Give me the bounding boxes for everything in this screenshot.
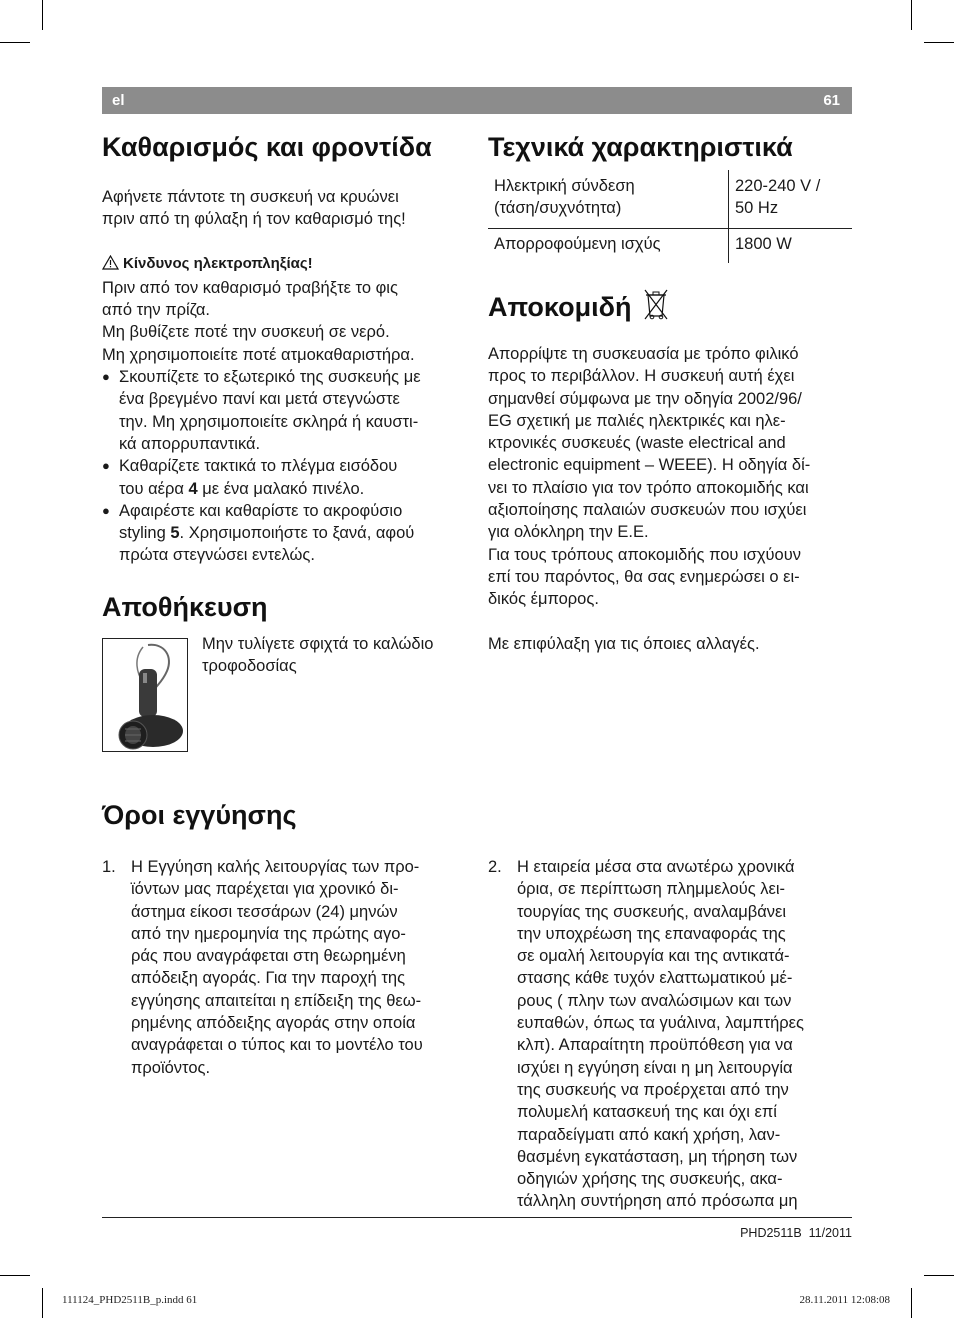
warning-line: Μη βυθίζετε ποτέ την συσκευή σε νερό. [102,323,390,342]
disposal-line: νει το πλαίσιο για τον τρόπο αποκομιδής και [488,478,809,497]
crop-mark [911,1288,912,1318]
disposal-line: Για τους τρόπους αποκομιδής που ισχύουν [488,545,802,564]
warning-triangle-icon [102,255,119,277]
warranty-line: την υποχρέωση της επαναφοράς της [517,924,786,943]
crop-mark [924,42,954,43]
warranty-line: ισχύει η εγγύηση είναι η μη λειτουργία [517,1058,793,1077]
specs-title: Τεχνικά χαρακτηριστικά [488,132,793,162]
slug-timestamp: 28.11.2011 12:08:08 [799,1294,890,1306]
model-code: PHD2511B [740,1226,802,1240]
warranty-line: από την ημερομηνία της πρώτης αγο- [131,924,406,943]
cell-line: Ηλεκτρική σύνδεση [494,177,635,195]
warranty-line: κλπ). Απαραίτητη προϋπόθεση για να [517,1036,793,1055]
part-number: 5 [170,524,180,543]
storage-line: Μην τυλίγετε σφιχτά το καλώδιο [202,635,434,653]
disposal-line: electronic equipment – WEEE). Η οδηγία δί- [488,456,811,475]
crop-mark [924,1275,954,1276]
warranty-line: αναγράφεται ο τύπος και το μοντέλο του [131,1036,423,1055]
cleaning-title: Καθαρισμός και φροντίδα [102,132,432,162]
cleaning-section [102,186,467,567]
part-number: 4 [188,479,198,498]
list-item [102,856,467,1079]
warranty-line: άστημα είκοσι τεσσάρων (24) μηνών [131,902,398,921]
spec-label [488,228,729,263]
disposal-title [488,288,669,327]
warranty-line: ράς που αναγράφεται στη θεωρημένη [131,947,406,966]
crop-mark [911,0,912,30]
disposal-line: αξιοποίησης παλαιών συσκευών που ισχύει [488,501,807,520]
list-item [102,500,467,567]
cell-line: (τάση/συχνότητα) [494,199,622,218]
warning-title: Κίνδυνος ηλεκτροπληξίας! [123,254,313,272]
warranty-title: Όροι εγγύησης [102,800,297,830]
warning-line: από την πρίζα. [102,301,210,320]
warranty-col-2 [488,856,854,1213]
spec-value [729,228,853,263]
list-item [102,455,467,500]
bullet-line: πρώτα στεγνώσει εντελώς. [119,546,315,565]
crossed-bin-icon [643,288,669,327]
footer-divider [102,1217,852,1218]
warranty-line: παραδείγματι από κακή χρήση, λαν- [517,1125,781,1144]
warranty-line: Η εταιρεία μέσα στα ανωτέρω χρονικά [517,858,795,876]
crop-mark [42,1288,43,1318]
bullet-line: Καθαρίζετε τακτικά το πλέγμα εισόδου [119,457,398,476]
storage-line: τροφοδοσίας [202,657,297,676]
bullet-line: . Χρησιμοποιήστε το ξανά, αφού [179,524,415,543]
warranty-line: τουργίας της συσκευής, αναλαμβάνει [517,902,787,921]
storage-text [202,633,467,678]
warranty-line: θασμένη εγκατάσταση, μη τήρηση των [517,1147,798,1166]
warranty-line: σε ομαλή λειτουργία και της αντικατά- [517,947,790,966]
bullet-line: ένα βρεγμένο πανί και μετά στεγνώστε [119,390,400,409]
crop-mark [0,1275,30,1276]
language-code: el [112,92,125,109]
table-row [488,228,852,263]
warranty-line: τάλληλη συντήρηση από πρόσωπα μη [517,1192,798,1211]
warranty-line: στασης κάθε τυχόν ελαττωματικού μέ- [517,969,793,988]
list-item [488,856,854,1213]
crop-mark [42,0,43,30]
disposal-line: επί του παρόντος, θα σας ενημερώσει ο ει- [488,567,800,586]
table-row [488,170,852,228]
bullet-line: κά απορρυπαντικά. [119,434,261,453]
disposal-line: Απορρίψτε τη συσκευασία με τρόπο φιλικό [488,345,799,363]
warranty-line: ευπαθών, όπως τα γυάλινα, λαμπτήρες [517,1014,804,1033]
bullet-line: Σκουπίζετε το εξωτερικό της συσκευής με [119,368,421,387]
disposal-line: δικός έμπορος. [488,590,599,609]
warning-heading [102,253,467,277]
cleaning-bullets [102,366,467,567]
warranty-line: της συσκευής να προέρχεται από την [517,1080,789,1099]
warranty-col-1 [102,856,467,1079]
warranty-line: όρια, σε περίπτωση πλημμελούς λει- [517,880,786,899]
specs-table [488,170,852,263]
page-header-bar [102,87,852,114]
warranty-line: πολυμελή κατασκευή της και όχι επί [517,1103,777,1122]
cell-line: 1800 W [735,234,792,253]
spec-value [729,170,853,228]
disposal-line: κτρονικές συσκευές (waste electrical and [488,434,786,453]
disposal-line: για ολόκληρη την Ε.Ε. [488,523,649,542]
item-number: 2. [488,858,502,876]
warranty-line: προϊόντος. [131,1058,211,1077]
page-number: 61 [823,92,840,109]
bullet-line: του αέρα [119,479,189,498]
warranty-line: ϊόντων μας παρέχεται για χρονικό δι- [131,880,399,899]
page-footer [740,1226,852,1240]
hair-dryer-storage-image [102,638,188,752]
warranty-line: απόδειξη αγοράς. Για την παροχή της [131,969,406,988]
item-number: 1. [102,858,116,876]
disposal-title-text: Αποκομιδή [488,292,632,322]
bullet-line: την. Μη χρησιμοποιείτε σκληρά ή καυστι- [119,412,419,431]
disposal-line: σημανθεί σύμφωνα με την οδηγία 2002/96/ [488,389,802,408]
disposal-text [488,343,854,655]
cell-line: 50 Hz [735,199,779,218]
cleaning-intro-line: Αφήνετε πάντοτε τη συσκευή να κρυώνει [102,188,399,206]
crop-mark [0,42,30,43]
bullet-line: Αφαιρέστε και καθαρίστε το ακροφύσιο [119,501,403,520]
warranty-line: εγγύησης απαιτείται η επίδειξη της θεω- [131,991,422,1010]
cell-line: 220-240 V / [735,177,821,195]
warranty-line: ρους ( πλην των αναλώσιμων και των [517,991,792,1010]
cleaning-intro-line: πριν από τη φύλαξη ή τον καθαρισμό της! [102,210,406,229]
disposal-line: προς το περιβάλλον. Η συσκευή αυτή έχει [488,367,795,386]
storage-title: Αποθήκευση [102,592,268,622]
slug-file: 111124_PHD2511B_p.indd 61 [62,1294,198,1306]
footer-date: 11/2011 [808,1226,852,1240]
cell-line: Απορροφούμενη ισχύς [494,234,661,253]
bullet-line: με ένα μαλακό πινέλο. [197,479,365,498]
warranty-line: Η Εγγύηση καλής λειτουργίας των προ- [131,858,420,876]
warranty-line: οδηγιών χρήσης της συσκευής, ακα- [517,1170,783,1189]
disposal-line: EG σχετική με παλιές ηλεκτρικές και ηλε- [488,411,786,430]
spec-label [488,170,729,228]
warranty-line: ρημένης απόδειξης αγοράς στην οποία [131,1014,416,1033]
list-item [102,366,467,455]
disposal-note: Με επιφύλαξη για τις όποιες αλλαγές. [488,634,760,653]
bullet-line: styling [119,524,171,543]
warning-line: Πριν από τον καθαρισμό τραβήξτε το φις [102,278,398,297]
warning-line: Μη χρησιμοποιείτε ποτέ ατμοκαθαριστήρα. [102,345,415,364]
